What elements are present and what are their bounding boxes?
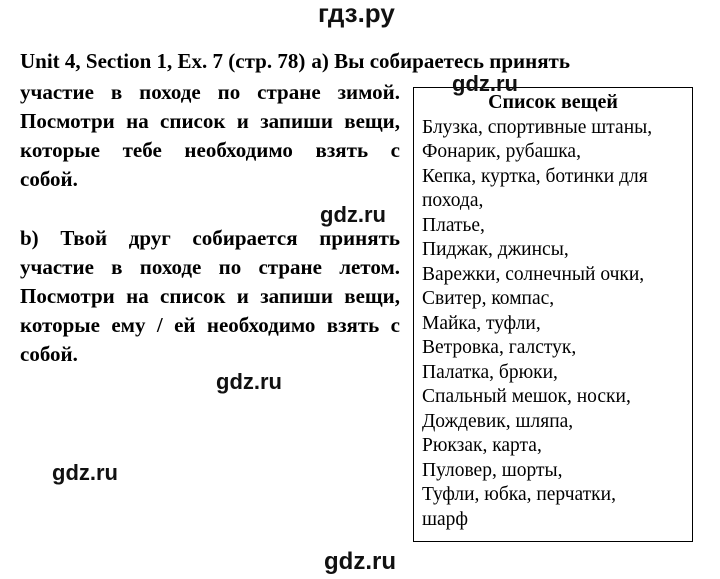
list-item: Туфли, юбка, перчатки, <box>422 484 616 505</box>
part-a-line: Посмотри на список и запиши вещи, <box>20 109 400 133</box>
items-list-title: Список вещей <box>488 91 618 113</box>
site-watermark-top: гдз.ру <box>318 0 395 28</box>
list-item: Блузка, спортивные штаны, <box>422 116 653 138</box>
list-item: Пуловер, шорты, <box>422 459 563 481</box>
site-watermark: gdz.ru <box>52 460 118 485</box>
part-a-line: участие в походе по стране зимой. <box>20 80 400 104</box>
list-item: Спальный мешок, носки, <box>422 386 631 407</box>
part-b-line: собой. <box>20 342 78 366</box>
list-item: похода, <box>422 190 484 211</box>
part-a-label: a) <box>311 49 329 73</box>
list-item: Ветровка, галстук, <box>422 337 577 358</box>
site-watermark: gdz.ru <box>320 202 386 227</box>
list-item: Рюкзак, карта, <box>422 435 542 456</box>
part-a-line: которые тебе необходимо взять с <box>20 138 400 162</box>
list-item: шарф <box>422 508 469 530</box>
exercise-heading <box>20 48 696 74</box>
part-b-line: участие в походе по стране летом. <box>20 255 400 279</box>
list-item: Майка, туфли, <box>422 312 541 334</box>
site-watermark-bottom: gdz.ru <box>324 548 396 575</box>
list-item: Варежки, солнечный очки, <box>422 263 645 285</box>
list-item: Кепка, куртка, ботинки для <box>422 165 648 187</box>
site-watermark: gdz.ru <box>216 369 282 394</box>
part-b-text <box>20 224 400 369</box>
list-item: Платье, <box>422 214 485 236</box>
items-list <box>422 116 692 533</box>
part-a-first-line: Вы собираетесь принять <box>334 49 570 73</box>
list-item: Пиджак, джинсы, <box>422 239 569 260</box>
list-item: Палатка, брюки, <box>422 361 558 383</box>
part-b-line: которые ему / ей необходимо взять с <box>20 313 400 337</box>
items-list-box <box>413 87 693 542</box>
part-a-text <box>20 78 400 194</box>
site-watermark: gdz.ru <box>452 71 518 96</box>
exercise-reference: Unit 4, Section 1, Ex. 7 (стр. 78) <box>20 49 306 73</box>
list-item: Дождевик, шляпа, <box>422 410 574 432</box>
part-a-line: собой. <box>20 167 78 191</box>
part-b-line: b) Твой друг собирается принять <box>20 226 400 250</box>
list-item: Фонарик, рубашка, <box>422 141 581 162</box>
list-item: Свитер, компас, <box>422 288 555 309</box>
part-b-line: Посмотри на список и запиши вещи, <box>20 284 400 308</box>
